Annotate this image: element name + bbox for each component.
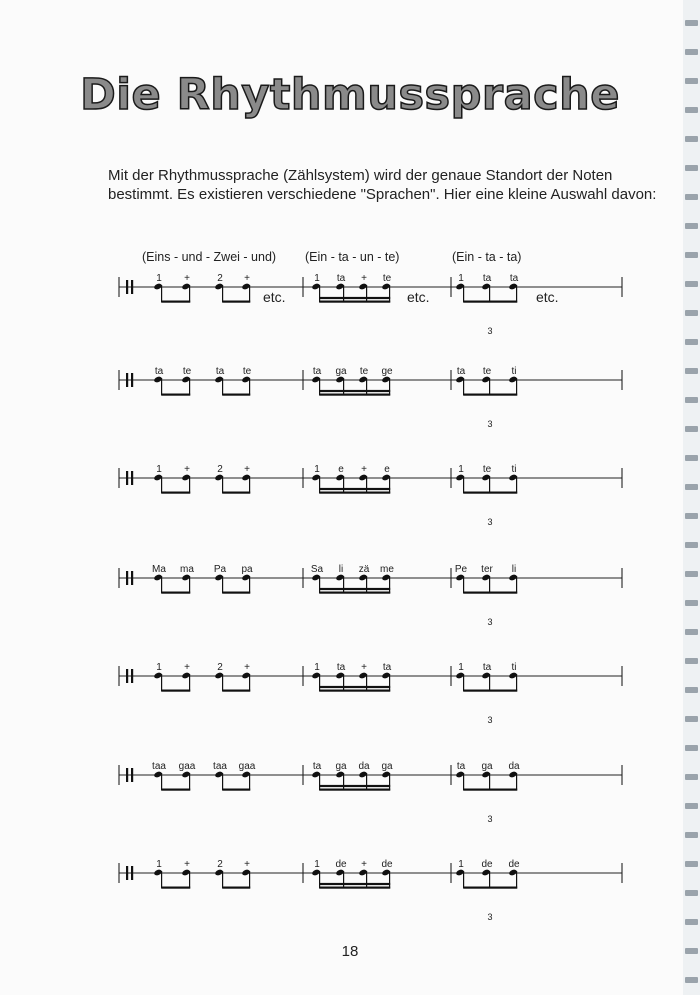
rhythm-staff	[0, 443, 700, 523]
eighth-note-pair	[153, 474, 190, 494]
note-beam	[223, 301, 251, 303]
count-syllable: 1	[156, 273, 162, 284]
count-syllable: 1	[156, 464, 162, 475]
rhythm-staff	[0, 345, 700, 425]
eighth-note-pair	[153, 376, 190, 396]
sixteenth-note-group	[311, 574, 390, 594]
count-syllable: 1	[314, 662, 320, 673]
count-syllable: gaa	[178, 761, 196, 772]
triplet-number: 3	[487, 617, 493, 627]
intro-line-1: Mit der Rhythmussprache (Zählsystem) wird der genaue Standort der Noten	[108, 167, 613, 184]
note-beam	[162, 690, 191, 692]
eighth-note-pair	[153, 869, 190, 889]
triplet-number: 3	[487, 814, 493, 824]
count-syllable: +	[244, 273, 250, 284]
count-syllable: Pa	[213, 564, 227, 575]
eighth-triplet-group	[455, 283, 517, 303]
note-beam	[162, 301, 191, 303]
eighth-note-pair	[214, 771, 250, 791]
count-syllable: 1	[314, 464, 320, 475]
note-beam	[162, 887, 191, 889]
spiral-ring	[685, 49, 698, 55]
counting-phrase: (Eins - und - Zwei - und)	[142, 250, 277, 264]
spiral-ring	[685, 136, 698, 142]
percussion-clef	[131, 373, 133, 387]
count-syllable: 1	[156, 859, 162, 870]
note-beam	[464, 301, 518, 303]
eighth-triplet-group	[455, 771, 517, 791]
eighth-note-pair	[214, 283, 250, 303]
spiral-ring	[685, 919, 698, 925]
triplet-number: 3	[487, 912, 493, 922]
count-syllable: Ma	[152, 564, 166, 575]
count-syllable: +	[244, 464, 250, 475]
note-beam	[464, 394, 518, 396]
count-syllable: 1	[458, 273, 464, 284]
rhythm-staff	[0, 740, 700, 820]
rhythm-row	[0, 838, 700, 922]
sixteenth-note-group	[311, 474, 390, 494]
rhythm-staff	[0, 543, 700, 623]
count-syllable: de	[508, 859, 520, 870]
percussion-clef	[131, 280, 133, 294]
count-syllable: +	[361, 662, 367, 673]
eighth-note-pair	[153, 672, 190, 692]
percussion-clef	[131, 571, 133, 585]
eighth-triplet-group	[455, 672, 517, 692]
count-syllable: da	[358, 761, 370, 772]
count-syllable: li	[338, 564, 344, 575]
rhythm-staff	[0, 838, 700, 918]
percussion-clef	[131, 768, 133, 782]
count-syllable: Pe	[454, 564, 468, 575]
page-number: 18	[341, 943, 359, 960]
count-syllable: ta	[482, 662, 492, 673]
note-beam	[320, 592, 391, 594]
note-beam	[162, 394, 191, 396]
count-syllable: 1	[458, 859, 464, 870]
count-syllable: de	[481, 859, 493, 870]
percussion-clef	[126, 571, 128, 585]
eighth-note-pair	[214, 869, 250, 889]
note-beam	[162, 492, 191, 494]
rhythm-row	[0, 345, 700, 429]
count-syllable: 1	[458, 662, 464, 673]
count-syllable: ta	[312, 761, 322, 772]
count-syllable: te	[359, 366, 369, 377]
triplet-number: 3	[487, 326, 493, 336]
note-beam	[223, 789, 251, 791]
etc-label: etc.	[536, 289, 559, 305]
count-syllable: +	[361, 273, 367, 284]
count-syllable: te	[242, 366, 252, 377]
count-syllable: +	[361, 859, 367, 870]
note-beam	[320, 785, 391, 787]
rhythm-row	[0, 250, 700, 336]
count-syllable: me	[380, 564, 394, 575]
note-beam	[464, 789, 518, 791]
count-syllable: +	[361, 464, 367, 475]
note-beam	[320, 394, 391, 396]
count-syllable: +	[244, 859, 250, 870]
triplet-number: 3	[487, 715, 493, 725]
spiral-ring	[685, 165, 698, 171]
note-beam	[223, 492, 251, 494]
eighth-note-pair	[214, 574, 250, 594]
count-syllable: 2	[217, 859, 223, 870]
percussion-clef	[126, 373, 128, 387]
eighth-triplet-group	[455, 574, 517, 594]
count-syllable: ta	[312, 366, 322, 377]
count-syllable: ta	[382, 662, 392, 673]
note-beam	[464, 887, 518, 889]
count-syllable: ga	[481, 761, 493, 772]
percussion-clef	[126, 866, 128, 880]
rhythm-row	[0, 641, 700, 725]
counting-phrase: (Ein - ta - un - te)	[305, 250, 400, 264]
percussion-clef	[126, 280, 128, 294]
count-syllable: ti	[511, 662, 517, 673]
eighth-note-pair	[153, 283, 190, 303]
count-syllable: ga	[381, 761, 393, 772]
sixteenth-note-group	[311, 672, 390, 692]
count-syllable: taa	[152, 761, 166, 772]
note-beam	[223, 887, 251, 889]
count-syllable: ti	[511, 464, 517, 475]
triplet-number: 3	[487, 517, 493, 527]
count-syllable: 2	[217, 662, 223, 673]
count-syllable: ta	[456, 761, 466, 772]
note-beam	[320, 887, 391, 889]
count-syllable: ta	[336, 662, 346, 673]
percussion-clef	[126, 471, 128, 485]
count-syllable: ta	[482, 273, 492, 284]
eighth-triplet-group	[455, 376, 517, 396]
percussion-clef	[131, 866, 133, 880]
count-syllable: ter	[481, 564, 493, 575]
count-syllable: +	[184, 859, 190, 870]
count-syllable: ta	[215, 366, 225, 377]
intro-line-2: bestimmt. Es existieren verschiedene "Sprachen". Hier eine kleine Auswahl davon:	[108, 186, 657, 203]
count-syllable: +	[184, 464, 190, 475]
page-title: Die Rhythmussprache	[80, 70, 620, 120]
spiral-ring	[685, 20, 698, 26]
count-syllable: ta	[154, 366, 164, 377]
count-syllable: ta	[456, 366, 466, 377]
count-syllable: pa	[241, 564, 253, 575]
eighth-note-pair	[214, 376, 250, 396]
count-syllable: +	[244, 662, 250, 673]
count-syllable: ma	[180, 564, 194, 575]
percussion-clef	[131, 471, 133, 485]
percussion-clef	[131, 669, 133, 683]
percussion-clef	[126, 669, 128, 683]
note-beam	[464, 592, 518, 594]
note-beam	[320, 301, 391, 303]
count-syllable: 2	[217, 273, 223, 284]
count-syllable: ta	[336, 273, 346, 284]
count-syllable: ga	[335, 366, 347, 377]
count-syllable: Sa	[310, 564, 324, 575]
count-syllable: te	[182, 366, 192, 377]
count-syllable: taa	[213, 761, 227, 772]
count-syllable: li	[511, 564, 517, 575]
spiral-ring	[685, 223, 698, 229]
count-syllable: ta	[509, 273, 519, 284]
spiral-ring	[685, 194, 698, 200]
note-beam	[162, 789, 191, 791]
count-syllable: +	[184, 662, 190, 673]
note-beam	[223, 690, 251, 692]
note-beam	[320, 588, 391, 590]
count-syllable: gaa	[238, 761, 256, 772]
rhythm-staff	[0, 641, 700, 721]
eighth-note-pair	[214, 474, 250, 494]
count-syllable: 1	[458, 464, 464, 475]
eighth-note-pair	[214, 672, 250, 692]
note-beam	[162, 592, 191, 594]
eighth-note-pair	[153, 574, 190, 594]
count-syllable: te	[482, 464, 492, 475]
eighth-triplet-group	[455, 869, 517, 889]
intro-paragraph	[108, 166, 668, 204]
counting-phrase: (Ein - ta - ta)	[452, 250, 522, 264]
rhythm-staff	[0, 252, 700, 332]
spiral-ring	[685, 426, 698, 432]
note-beam	[223, 592, 251, 594]
count-syllable: da	[508, 761, 520, 772]
percussion-clef	[126, 768, 128, 782]
count-syllable: 1	[156, 662, 162, 673]
count-syllable: 2	[217, 464, 223, 475]
note-beam	[320, 488, 391, 490]
note-beam	[320, 789, 391, 791]
eighth-note-pair	[153, 771, 190, 791]
count-syllable: 1	[314, 273, 320, 284]
count-syllable: de	[381, 859, 393, 870]
sixteenth-note-group	[311, 283, 390, 303]
rhythm-row	[0, 543, 700, 627]
count-syllable: ga	[335, 761, 347, 772]
count-syllable: de	[335, 859, 347, 870]
spiral-ring	[685, 977, 698, 983]
note-beam	[320, 390, 391, 392]
count-syllable: zä	[358, 564, 370, 575]
note-beam	[464, 690, 518, 692]
count-syllable: +	[184, 273, 190, 284]
note-beam	[320, 690, 391, 692]
count-syllable: te	[382, 273, 392, 284]
count-syllable: ti	[511, 366, 517, 377]
rhythm-row	[0, 443, 700, 527]
count-syllable: 1	[314, 859, 320, 870]
note-beam	[464, 492, 518, 494]
note-beam	[320, 686, 391, 688]
spiral-ring	[685, 629, 698, 635]
sixteenth-note-group	[311, 869, 390, 889]
sixteenth-note-group	[311, 771, 390, 791]
count-syllable: e	[338, 464, 344, 475]
note-beam	[320, 297, 391, 299]
rhythm-row	[0, 740, 700, 824]
count-syllable: ge	[381, 366, 393, 377]
note-beam	[320, 492, 391, 494]
count-syllable: e	[384, 464, 390, 475]
etc-label: etc.	[263, 289, 286, 305]
sixteenth-note-group	[311, 376, 390, 396]
eighth-triplet-group	[455, 474, 517, 494]
etc-label: etc.	[407, 289, 430, 305]
triplet-number: 3	[487, 419, 493, 429]
note-beam	[223, 394, 251, 396]
count-syllable: te	[482, 366, 492, 377]
note-beam	[320, 883, 391, 885]
